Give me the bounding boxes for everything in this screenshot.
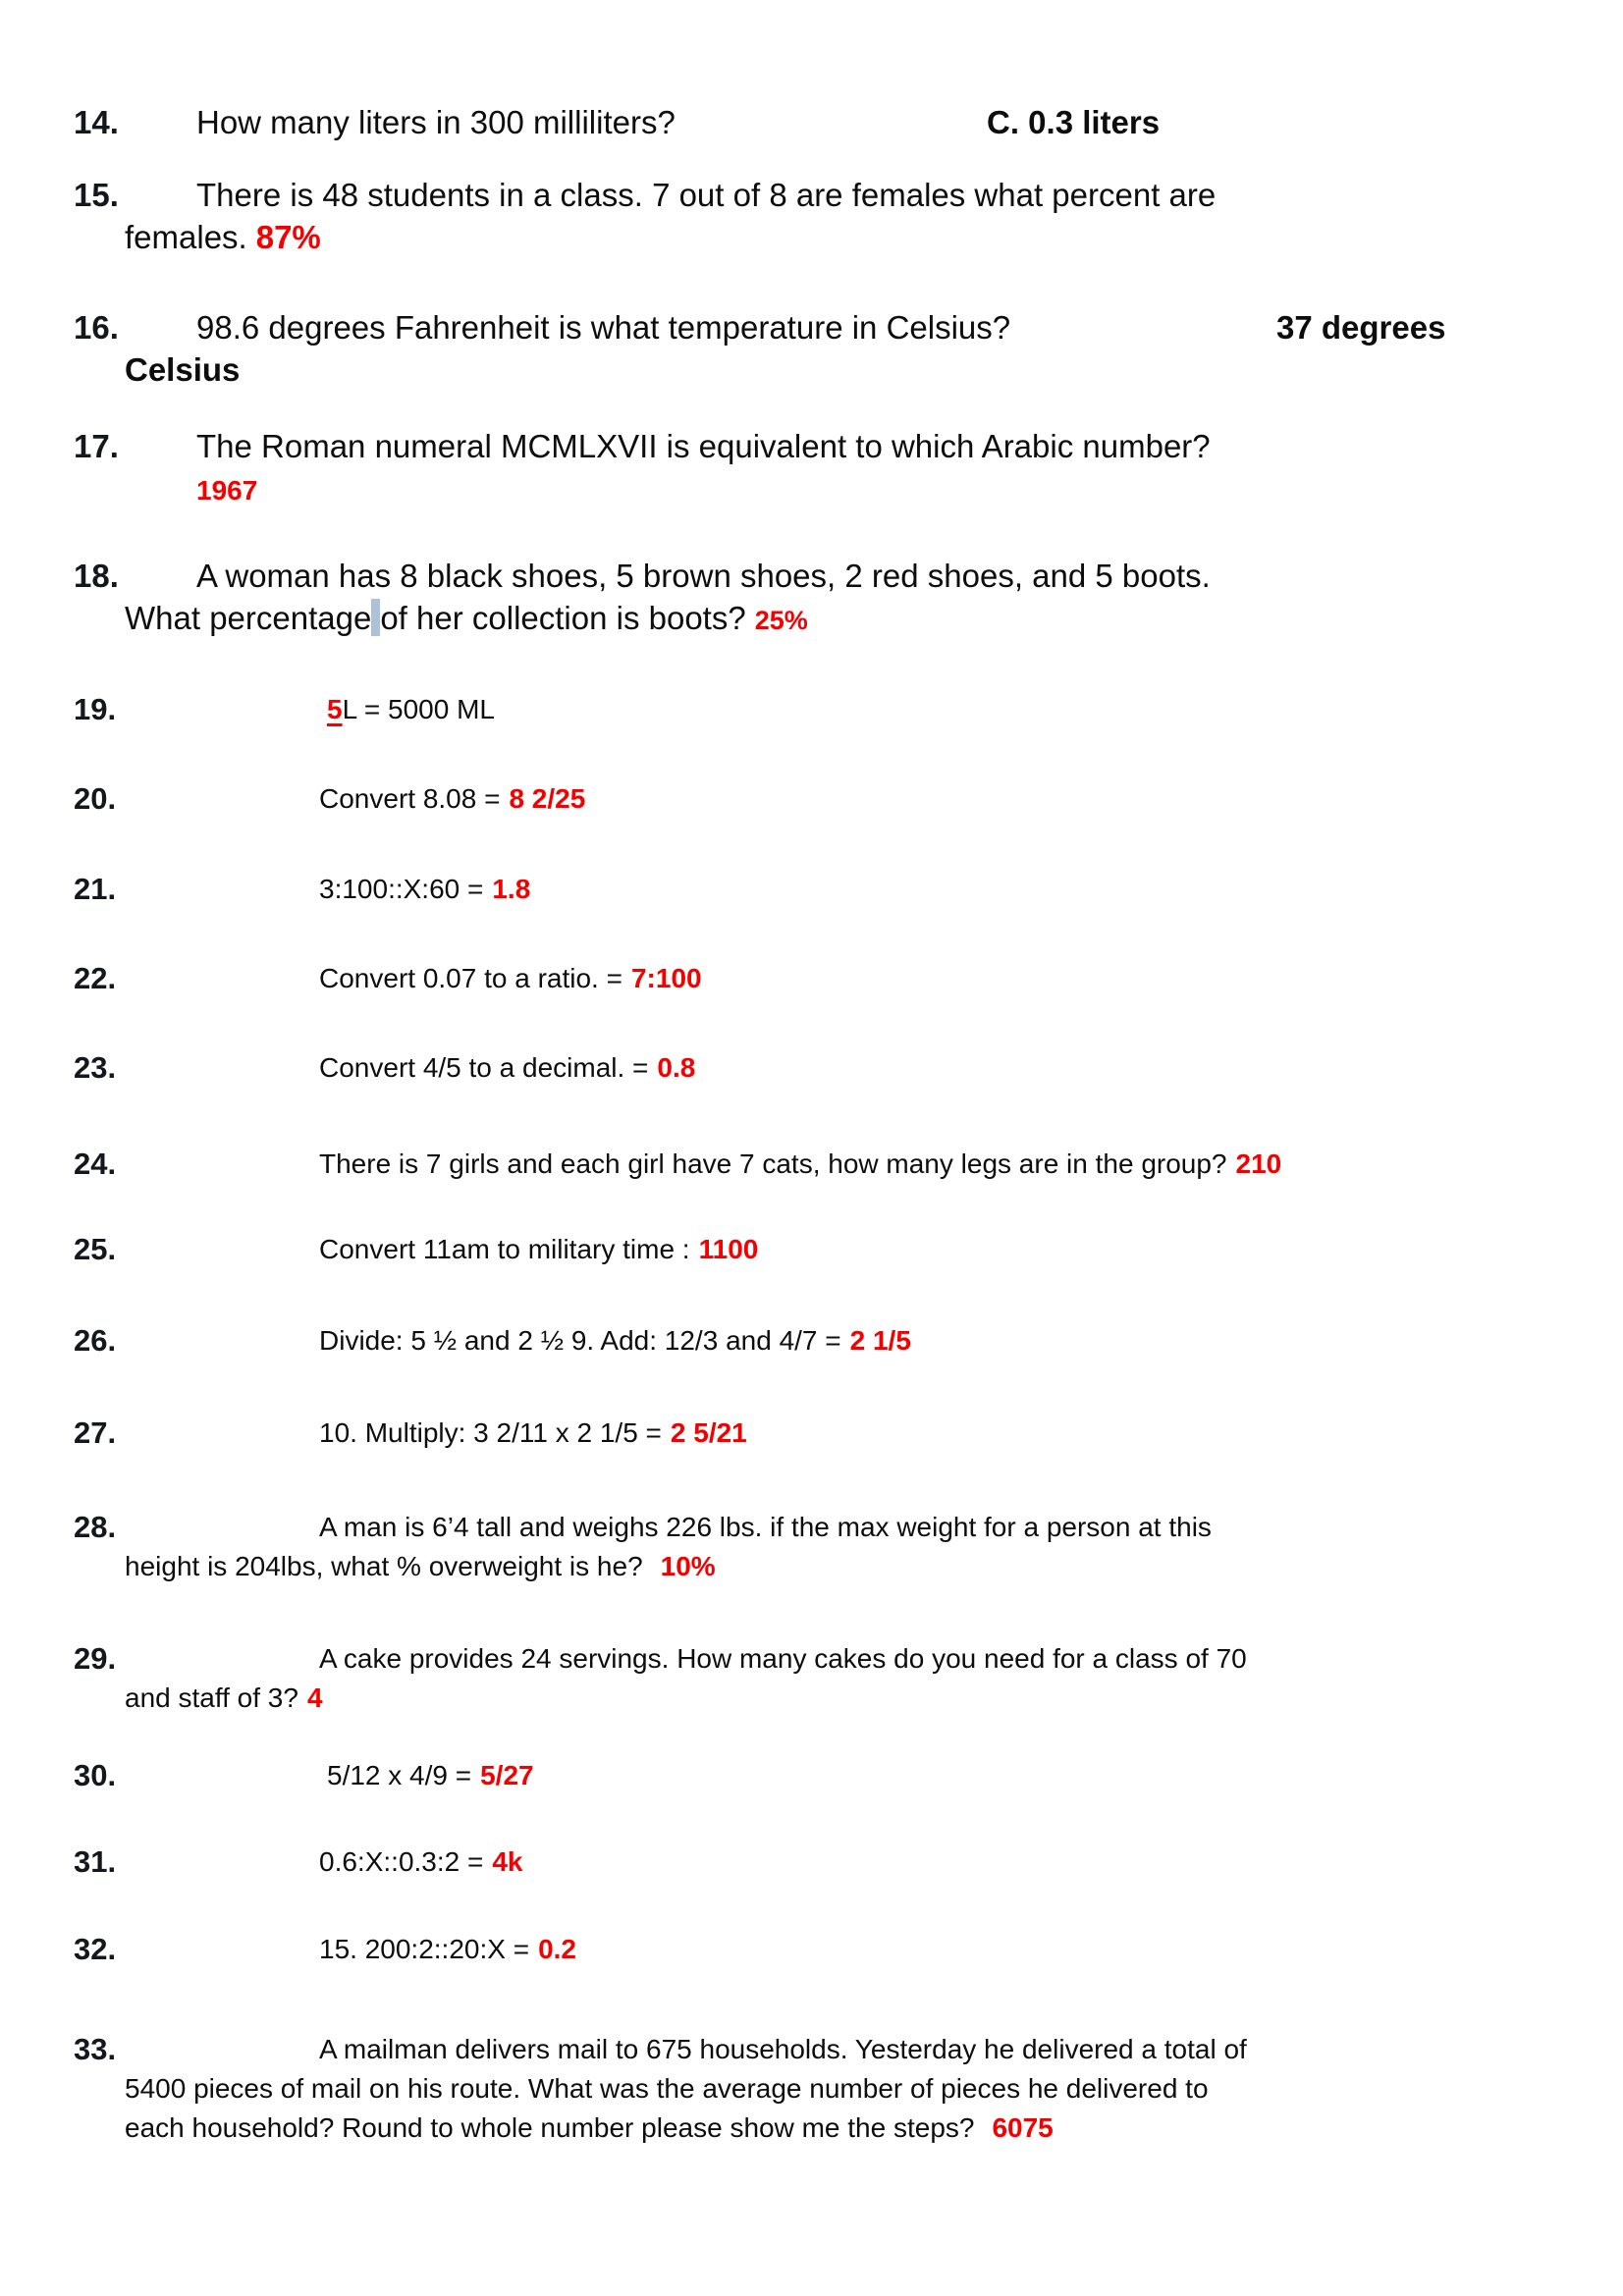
question-29-text-2: and staff of 3? [125, 1682, 298, 1713]
question-33-number: 33. [74, 2032, 117, 2066]
question-27-number: 27. [74, 1415, 117, 1450]
question-32-text: 15. 200:2::20:X = [319, 1934, 530, 1964]
question-26-text: Divide: 5 ½ and 2 ½ 9. Add: 12/3 and 4/7 = [319, 1325, 841, 1356]
question-18-line-1 [0, 555, 1623, 597]
question-30-text: 5/12 x 4/9 = [327, 1760, 472, 1790]
question-33-text: A mailman delivers mail to 675 households. Yesterday he delivered a total of [319, 2034, 1247, 2064]
question-14-answer: C. 0.3 liters [987, 104, 1161, 140]
question-16-answer-part-1: 37 degrees [1276, 309, 1446, 346]
question-15-text: There is 48 students in a class. 7 out of 8 are females what percent are [196, 177, 1217, 213]
question-17-text: The Roman numeral MCMLXVII is equivalent to which Arabic number? [196, 428, 1211, 464]
question-15-line-1 [0, 174, 1623, 216]
question-18-line-2 [0, 597, 1623, 642]
question-27 [0, 1414, 1623, 1453]
question-29 [0, 1639, 1623, 1718]
question-15-number: 15. [74, 177, 119, 213]
question-19-number: 19. [74, 692, 117, 726]
question-19-answer: 5 [327, 694, 343, 724]
question-23-number: 23. [74, 1050, 117, 1085]
question-28-line-2 [0, 1547, 1623, 1586]
question-22 [0, 959, 1623, 998]
question-15-answer: 87% [255, 219, 321, 255]
question-16-line-2 [0, 348, 1623, 391]
question-27-answer: 2 5/21 [670, 1417, 747, 1448]
question-17 [0, 425, 1623, 514]
question-29-line-1 [0, 1639, 1623, 1679]
question-26-number: 26. [74, 1323, 117, 1358]
question-30-line [0, 1756, 1623, 1795]
question-24-text: There is 7 girls and each girl have 7 cats, how many legs are in the group? [319, 1148, 1227, 1179]
question-16-number: 16. [74, 309, 119, 346]
question-16-answer-part-2: Celsius [125, 351, 241, 388]
question-31-line [0, 1842, 1623, 1882]
question-24-answer: 210 [1235, 1148, 1282, 1179]
question-24-number: 24. [74, 1147, 117, 1181]
question-28-answer: 10% [660, 1551, 716, 1581]
question-30-number: 30. [74, 1758, 117, 1792]
question-27-text: 10. Multiply: 3 2/11 x 2 1/5 = [319, 1417, 662, 1448]
question-26 [0, 1321, 1623, 1361]
question-32-number: 32. [74, 1932, 117, 1966]
question-18-number: 18. [74, 558, 119, 594]
question-21-number: 21. [74, 872, 117, 906]
question-29-text: A cake provides 24 servings. How many cakes do you need for a class of 70 [319, 1643, 1247, 1674]
question-14-text: How many liters in 300 milliliters? [196, 104, 676, 140]
question-21-answer: 1.8 [492, 874, 531, 904]
question-18-text-2a: What percentage [125, 600, 372, 636]
question-25-number: 25. [74, 1232, 117, 1266]
question-30-answer: 5/27 [480, 1760, 534, 1790]
question-29-answer: 4 [306, 1682, 323, 1713]
question-18-answer: 25% [754, 606, 808, 635]
question-25-text: Convert 11am to military time : [319, 1234, 690, 1264]
question-14-line [0, 101, 1623, 143]
question-23-answer: 0.8 [657, 1052, 696, 1083]
question-33-text-3: each household? Round to whole number please show me the steps? [125, 2112, 975, 2143]
question-25-answer: 1100 [698, 1234, 759, 1264]
question-24-line [0, 1145, 1623, 1184]
question-15-line-2 [0, 216, 1623, 258]
question-18-text: A woman has 8 black shoes, 5 brown shoes, 2 red shoes, and 5 boots. [196, 558, 1211, 594]
question-30 [0, 1756, 1623, 1795]
question-26-line [0, 1321, 1623, 1361]
question-19-line [0, 690, 1623, 729]
question-29-number: 29. [74, 1641, 117, 1676]
question-31-number: 31. [74, 1844, 117, 1879]
question-22-line [0, 959, 1623, 998]
question-31 [0, 1842, 1623, 1882]
question-33-line-3 [0, 2109, 1623, 2148]
question-28-number: 28. [74, 1510, 117, 1544]
question-17-line-2 [0, 467, 1623, 514]
question-24 [0, 1145, 1623, 1184]
question-16-line-1 [0, 306, 1623, 348]
question-33-answer: 6075 [992, 2112, 1054, 2143]
question-33-line-2 [0, 2069, 1623, 2109]
text-selection-cursor [371, 599, 380, 636]
question-17-number: 17. [74, 428, 119, 464]
question-21 [0, 870, 1623, 909]
question-22-text: Convert 0.07 to a ratio. = [319, 963, 622, 993]
question-18 [0, 555, 1623, 642]
question-32-answer: 0.2 [538, 1934, 576, 1964]
question-18-text-2b: of her collection is boots? [380, 600, 746, 636]
question-31-text: 0.6:X::0.3:2 = [319, 1846, 484, 1877]
question-20-line [0, 779, 1623, 819]
question-23-text: Convert 4/5 to a decimal. = [319, 1052, 649, 1083]
question-33-text-2: 5400 pieces of mail on his route. What was the average number of pieces he delivered to [125, 2073, 1209, 2104]
question-28-text: A man is 6’4 tall and weighs 226 lbs. if the max weight for a person at this [319, 1512, 1212, 1542]
question-20 [0, 779, 1623, 819]
question-15-text-2: females. [125, 219, 247, 255]
question-22-answer: 7:100 [630, 963, 702, 993]
question-21-line [0, 870, 1623, 909]
question-25 [0, 1230, 1623, 1269]
question-19 [0, 690, 1623, 729]
question-23-line [0, 1048, 1623, 1088]
question-26-answer: 2 1/5 [849, 1325, 911, 1356]
question-27-line [0, 1414, 1623, 1453]
question-19-text: L = 5000 ML [342, 694, 495, 724]
question-20-number: 20. [74, 781, 117, 816]
question-16-text: 98.6 degrees Fahrenheit is what temperature in Celsius? [196, 309, 1011, 346]
question-32-line [0, 1930, 1623, 1969]
question-14 [0, 101, 1623, 143]
question-33-line-1 [0, 2030, 1623, 2069]
question-32 [0, 1930, 1623, 1969]
question-31-answer: 4k [492, 1846, 523, 1877]
question-28-line-1 [0, 1508, 1623, 1547]
question-28 [0, 1508, 1623, 1586]
question-17-answer: 1967 [196, 475, 258, 506]
question-15 [0, 174, 1623, 258]
question-33 [0, 2030, 1623, 2148]
question-25-line [0, 1230, 1623, 1269]
question-17-line-1 [0, 425, 1623, 467]
question-22-number: 22. [74, 961, 117, 995]
question-16 [0, 306, 1623, 391]
question-14-number: 14. [74, 104, 119, 140]
question-29-line-2 [0, 1679, 1623, 1718]
question-28-text-2: height is 204lbs, what % overweight is he? [125, 1551, 643, 1581]
question-21-text: 3:100::X:60 = [319, 874, 484, 904]
question-20-text: Convert 8.08 = [319, 783, 501, 814]
question-23 [0, 1048, 1623, 1088]
question-20-answer: 8 2/25 [509, 783, 586, 814]
